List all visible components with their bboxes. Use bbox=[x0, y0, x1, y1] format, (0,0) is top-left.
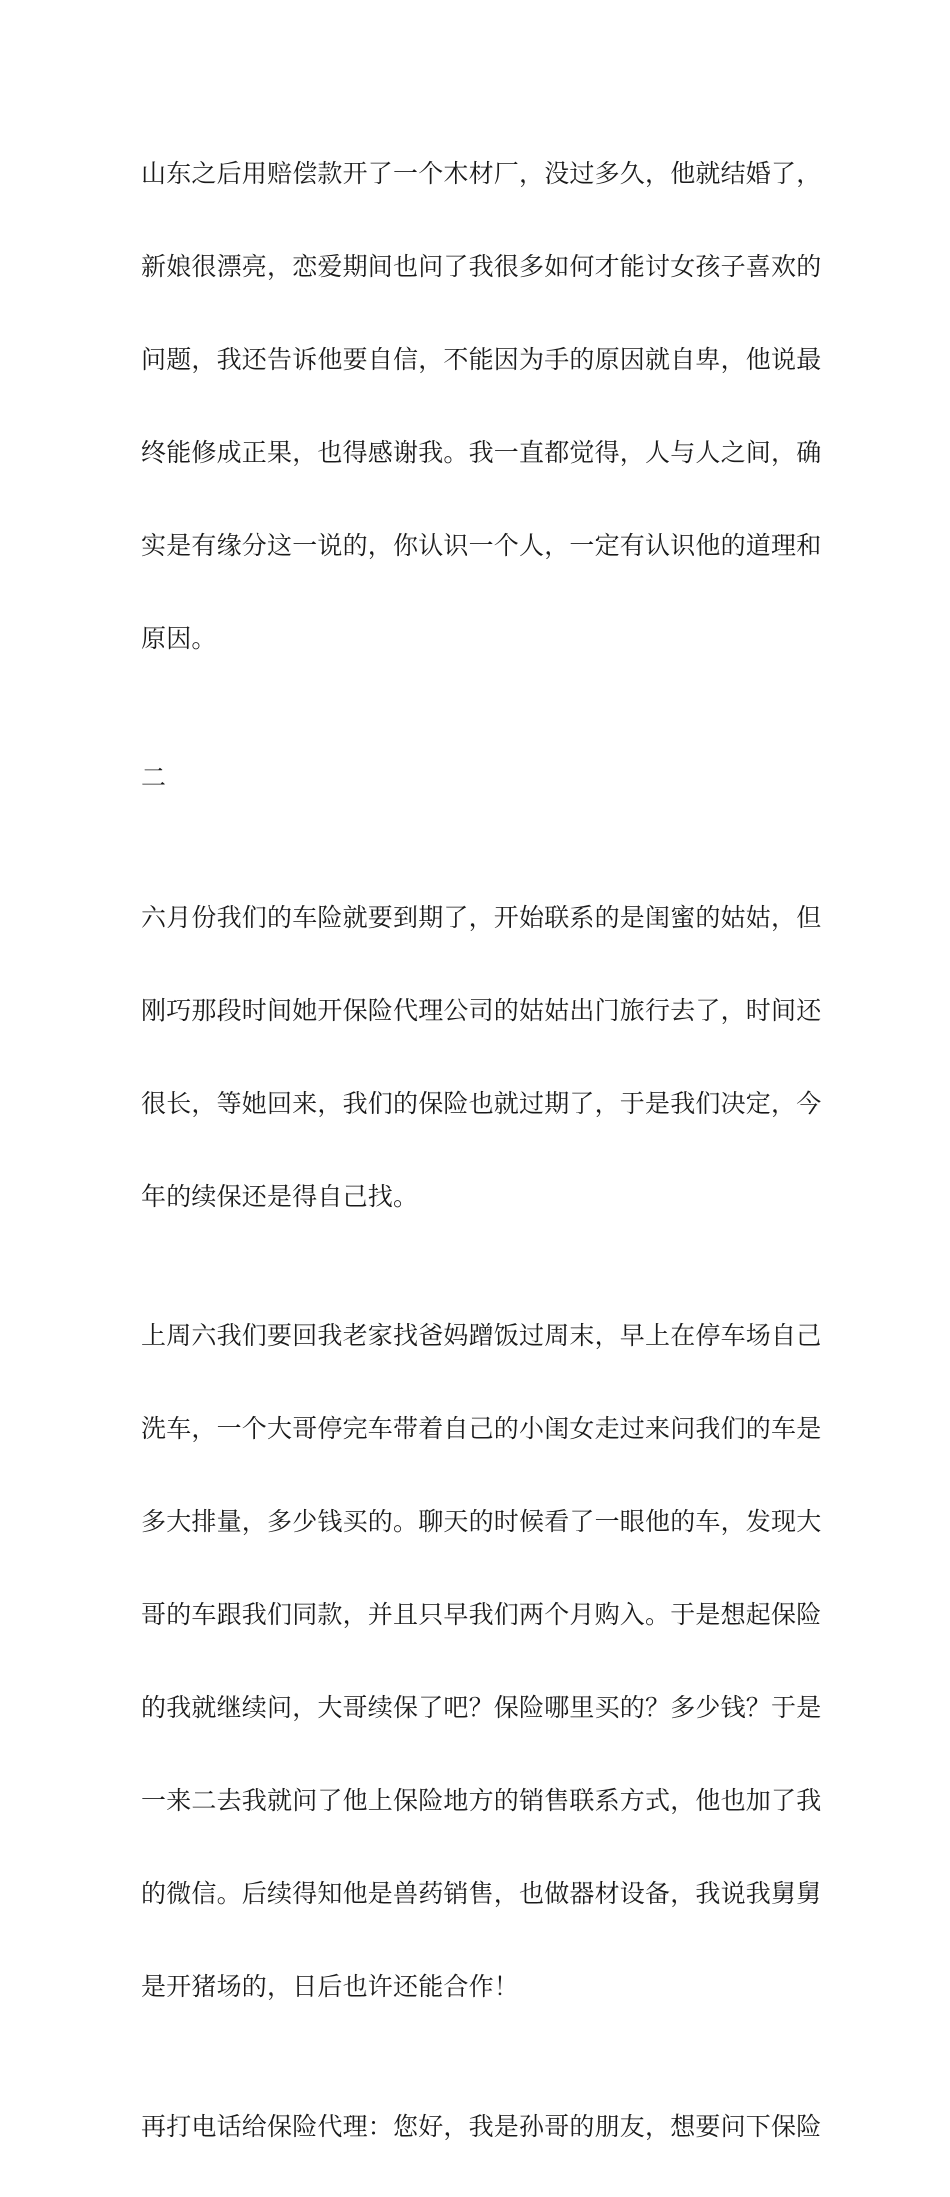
text-line: 一来二去我就问了他上保险地方的销售联系方式，他也加了我 bbox=[141, 1786, 822, 1815]
text-line: 再打电话给保险代理：您好，我是孙哥的朋友，想要问下保险 bbox=[141, 2111, 822, 2141]
text-line: 六月份我们的车险就要到期了，开始联系的是闺蜜的姑姑，但 bbox=[141, 902, 822, 932]
section-heading-two bbox=[141, 709, 821, 849]
text-line: 终能修成正果，也得感谢我。我一直都觉得，人与人之间，确 bbox=[141, 437, 822, 467]
paragraph-car-wash bbox=[141, 1267, 821, 2058]
text-line: 实是有缘分这一说的，你认识一个人，一定有认识他的道理和 bbox=[141, 530, 822, 560]
text-line: 问题，我还告诉他要自信，不能因为手的原因就自卑，他说最 bbox=[141, 344, 822, 374]
document-body bbox=[141, 104, 821, 2197]
text-line: 的我就继续问，大哥续保了吧？保险哪里买的？多少钱？于是 bbox=[141, 1693, 822, 1722]
text-line: 多大排量，多少钱买的。聊天的时候看了一眼他的车，发现大 bbox=[141, 1507, 822, 1536]
text-line: 洗车，一个大哥停完车带着自己的小闺女走过来问我们的车是 bbox=[141, 1414, 822, 1443]
paragraph-insurance-expiry bbox=[141, 848, 821, 1267]
text-line: 刚巧那段时间她开保险代理公司的姑姑出门旅行去了，时间还 bbox=[141, 995, 822, 1025]
text-line: 很长，等她回来，我们的保险也就过期了，于是我们决定，今 bbox=[141, 1088, 822, 1118]
paragraph-phone-call bbox=[141, 2057, 821, 2197]
text-line: 哥的车跟我们同款，并且只早我们两个月购入。于是想起保险 bbox=[141, 1600, 822, 1629]
text-line: 上周六我们要回我老家找爸妈蹭饭过周末，早上在停车场自己 bbox=[141, 1321, 822, 1350]
text-line: 山东之后用赔偿款开了一个木材厂，没过多久，他就结婚了， bbox=[141, 158, 822, 188]
text-line: 的微信。后续得知他是兽药销售，也做器材设备，我说我舅舅 bbox=[141, 1879, 822, 1908]
text-line: 是开猪场的，日后也许还能合作！ bbox=[141, 1972, 520, 2001]
text-line: 年的续保还是得自己找。 bbox=[141, 1181, 419, 1211]
paragraph-wood-factory bbox=[141, 104, 821, 709]
section-number: 二 bbox=[141, 763, 167, 792]
text-line: 新娘很漂亮，恋爱期间也问了我很多如何才能讨女孩子喜欢的 bbox=[141, 251, 822, 281]
text-line: 原因。 bbox=[141, 623, 217, 653]
